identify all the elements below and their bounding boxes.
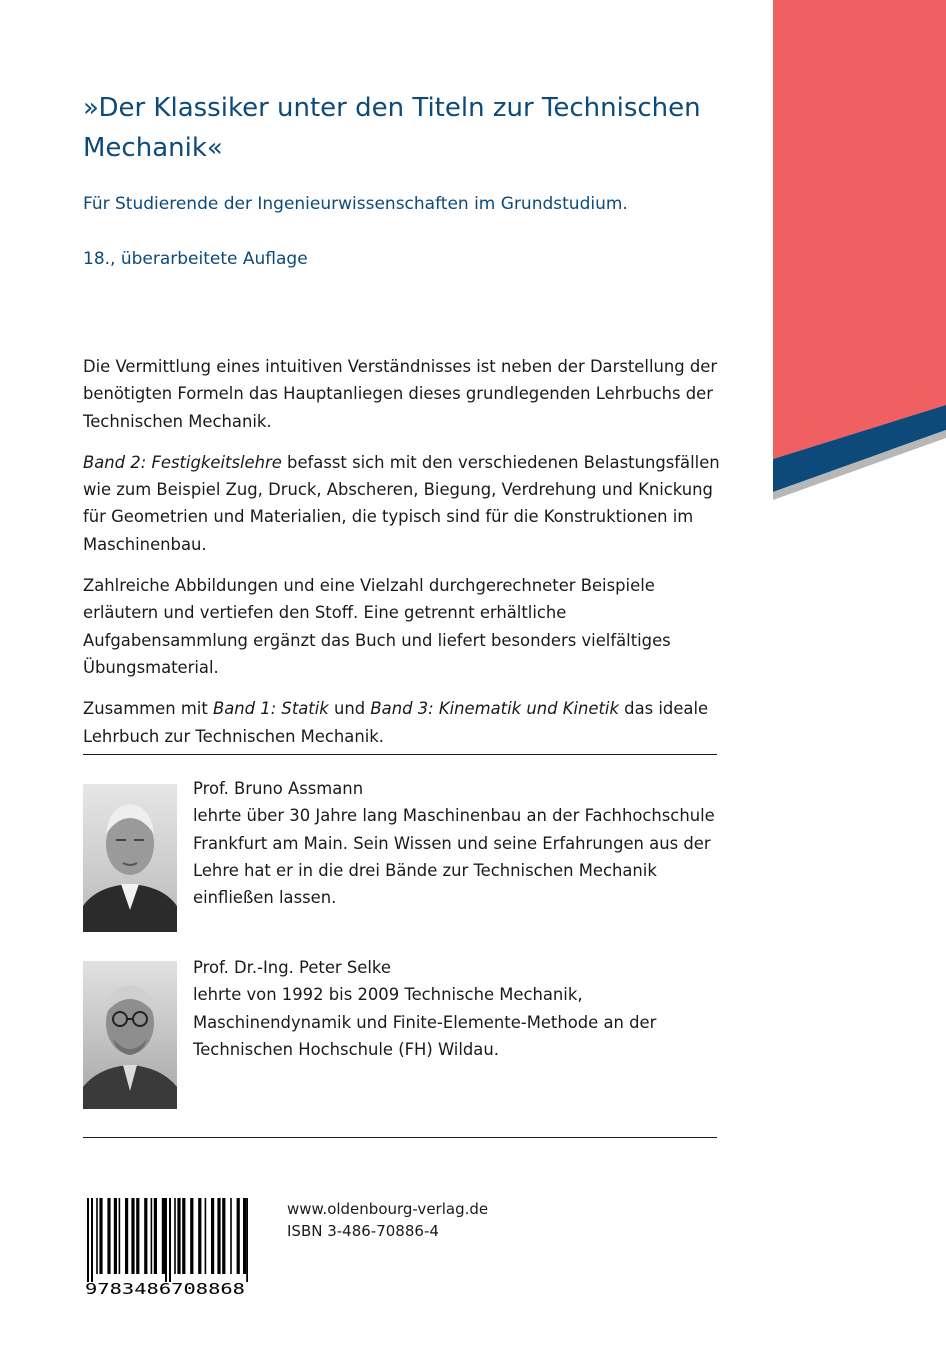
- bio-line: Frankfurt am Main. Sein Wissen und seine Erfahrungen aus der: [193, 833, 711, 853]
- barcode-bar: [217, 1198, 220, 1274]
- tagline: »Der Klassiker unter den Titeln zur Technischen Mechanik«: [83, 93, 701, 163]
- barcode-bar: [162, 1198, 165, 1274]
- barcode-bars: [87, 1198, 248, 1282]
- description-paragraph: Die Vermittlung eines intuitiven Verständnisses ist neben der Darstellung der benötigten Formeln das Hauptanliegen dieses grundlegenden Lehrbuchs der Technischen Mechanik.: [83, 357, 718, 431]
- volume-title: Band 3: Kinematik und Kinetik: [370, 699, 619, 719]
- barcode-guard: [87, 1198, 89, 1282]
- barcode-bar: [119, 1198, 121, 1274]
- description-paragraph: Zusammen mit Band 1: Statik und Band 3: Kinematik und Kinetik das ideale Lehrbuch zur Technischen Mechanik.: [83, 699, 709, 746]
- barcode-bar: [151, 1198, 153, 1274]
- description: [83, 353, 723, 764]
- barcode-bar: [205, 1198, 207, 1274]
- author-photo-assmann: [83, 784, 177, 932]
- barcode-bar: [230, 1198, 232, 1274]
- barcode-bar: [243, 1198, 246, 1274]
- barcode-bar: [125, 1198, 128, 1274]
- barcode-bar: [177, 1198, 180, 1274]
- barcode-digits: 9783486708868: [85, 1280, 245, 1298]
- barcode-bar: [237, 1198, 240, 1274]
- author-photo-selke: [83, 961, 177, 1109]
- author-name: Prof. Bruno Assmann: [193, 779, 364, 798]
- isbn-number: ISBN 3-486-70886-4: [287, 1222, 439, 1240]
- barcode-bar: [174, 1198, 176, 1274]
- author-bio-assmann: [193, 775, 733, 911]
- bio-line: lehrte über 30 Jahre lang Maschinenbau an der Fachhochschule: [193, 806, 715, 826]
- edition-line: 18., überarbeitete Auflage: [83, 249, 308, 269]
- barcode-bar: [96, 1198, 98, 1274]
- bio-line: einfließen lassen.: [193, 888, 337, 908]
- red-band: [773, 0, 946, 459]
- barcode-bar: [211, 1198, 214, 1274]
- barcode-guard: [91, 1198, 93, 1282]
- barcode-bar: [144, 1198, 147, 1274]
- publisher-info: [287, 1198, 488, 1242]
- bio-line: Maschinendynamik und Finite-Elemente-Methode an der: [193, 1012, 657, 1032]
- publisher-website: www.oldenbourg-verlag.de: [287, 1200, 489, 1218]
- audience-line: Für Studierende der Ingenieurwissenschaften im Grundstudium.: [83, 194, 628, 214]
- barcode-bar: [99, 1198, 102, 1274]
- barcode-bar: [131, 1198, 134, 1274]
- barcode-bar: [114, 1198, 117, 1274]
- volume-title: Band 2: Festigkeitslehre: [83, 452, 282, 472]
- barcode-guard: [165, 1198, 167, 1282]
- barcode-bar: [190, 1198, 193, 1274]
- divider: [83, 1137, 717, 1138]
- barcode-bar: [154, 1198, 157, 1274]
- isbn-barcode: [83, 1198, 248, 1298]
- barcode-bar: [198, 1198, 201, 1274]
- barcode-bar: [136, 1198, 139, 1274]
- divider: [83, 754, 717, 755]
- bio-line: Lehre hat er in die drei Bände zur Technischen Mechanik: [193, 860, 657, 880]
- description-paragraph: Zahlreiche Abbildungen und eine Vielzahl durchgerechneter Beispiele erläutern und vertiefen den Stoff. Eine getrennt erhältliche Aufgabensammlung ergänzt das Buch und liefert besonders vielfältiges Übungsmaterial.: [83, 576, 671, 677]
- author-bio-selke: [193, 954, 733, 1063]
- bio-line: lehrte von 1992 bis 2009 Technische Mechanik,: [193, 985, 583, 1005]
- bio-line: Technischen Hochschule (FH) Wildau.: [193, 1039, 499, 1059]
- barcode-bar: [222, 1198, 225, 1274]
- description-paragraph: Band 2: Festigkeitslehre befasst sich mit den verschiedenen Belastungsfällen wie zum Beispiel Zug, Druck, Abscheren, Biegung, Verdrehung und Knickung für Geometrien und Materialien, die typisch sind für die Konstruktionen im Maschinenbau.: [83, 452, 720, 554]
- volume-title: Band 1: Statik: [212, 699, 329, 719]
- barcode-bar: [107, 1198, 110, 1274]
- barcode-bar: [182, 1198, 185, 1274]
- author-name: Prof. Dr.-Ing. Peter Selke: [193, 958, 391, 977]
- barcode-guard: [169, 1198, 171, 1282]
- barcode-guard: [246, 1198, 248, 1282]
